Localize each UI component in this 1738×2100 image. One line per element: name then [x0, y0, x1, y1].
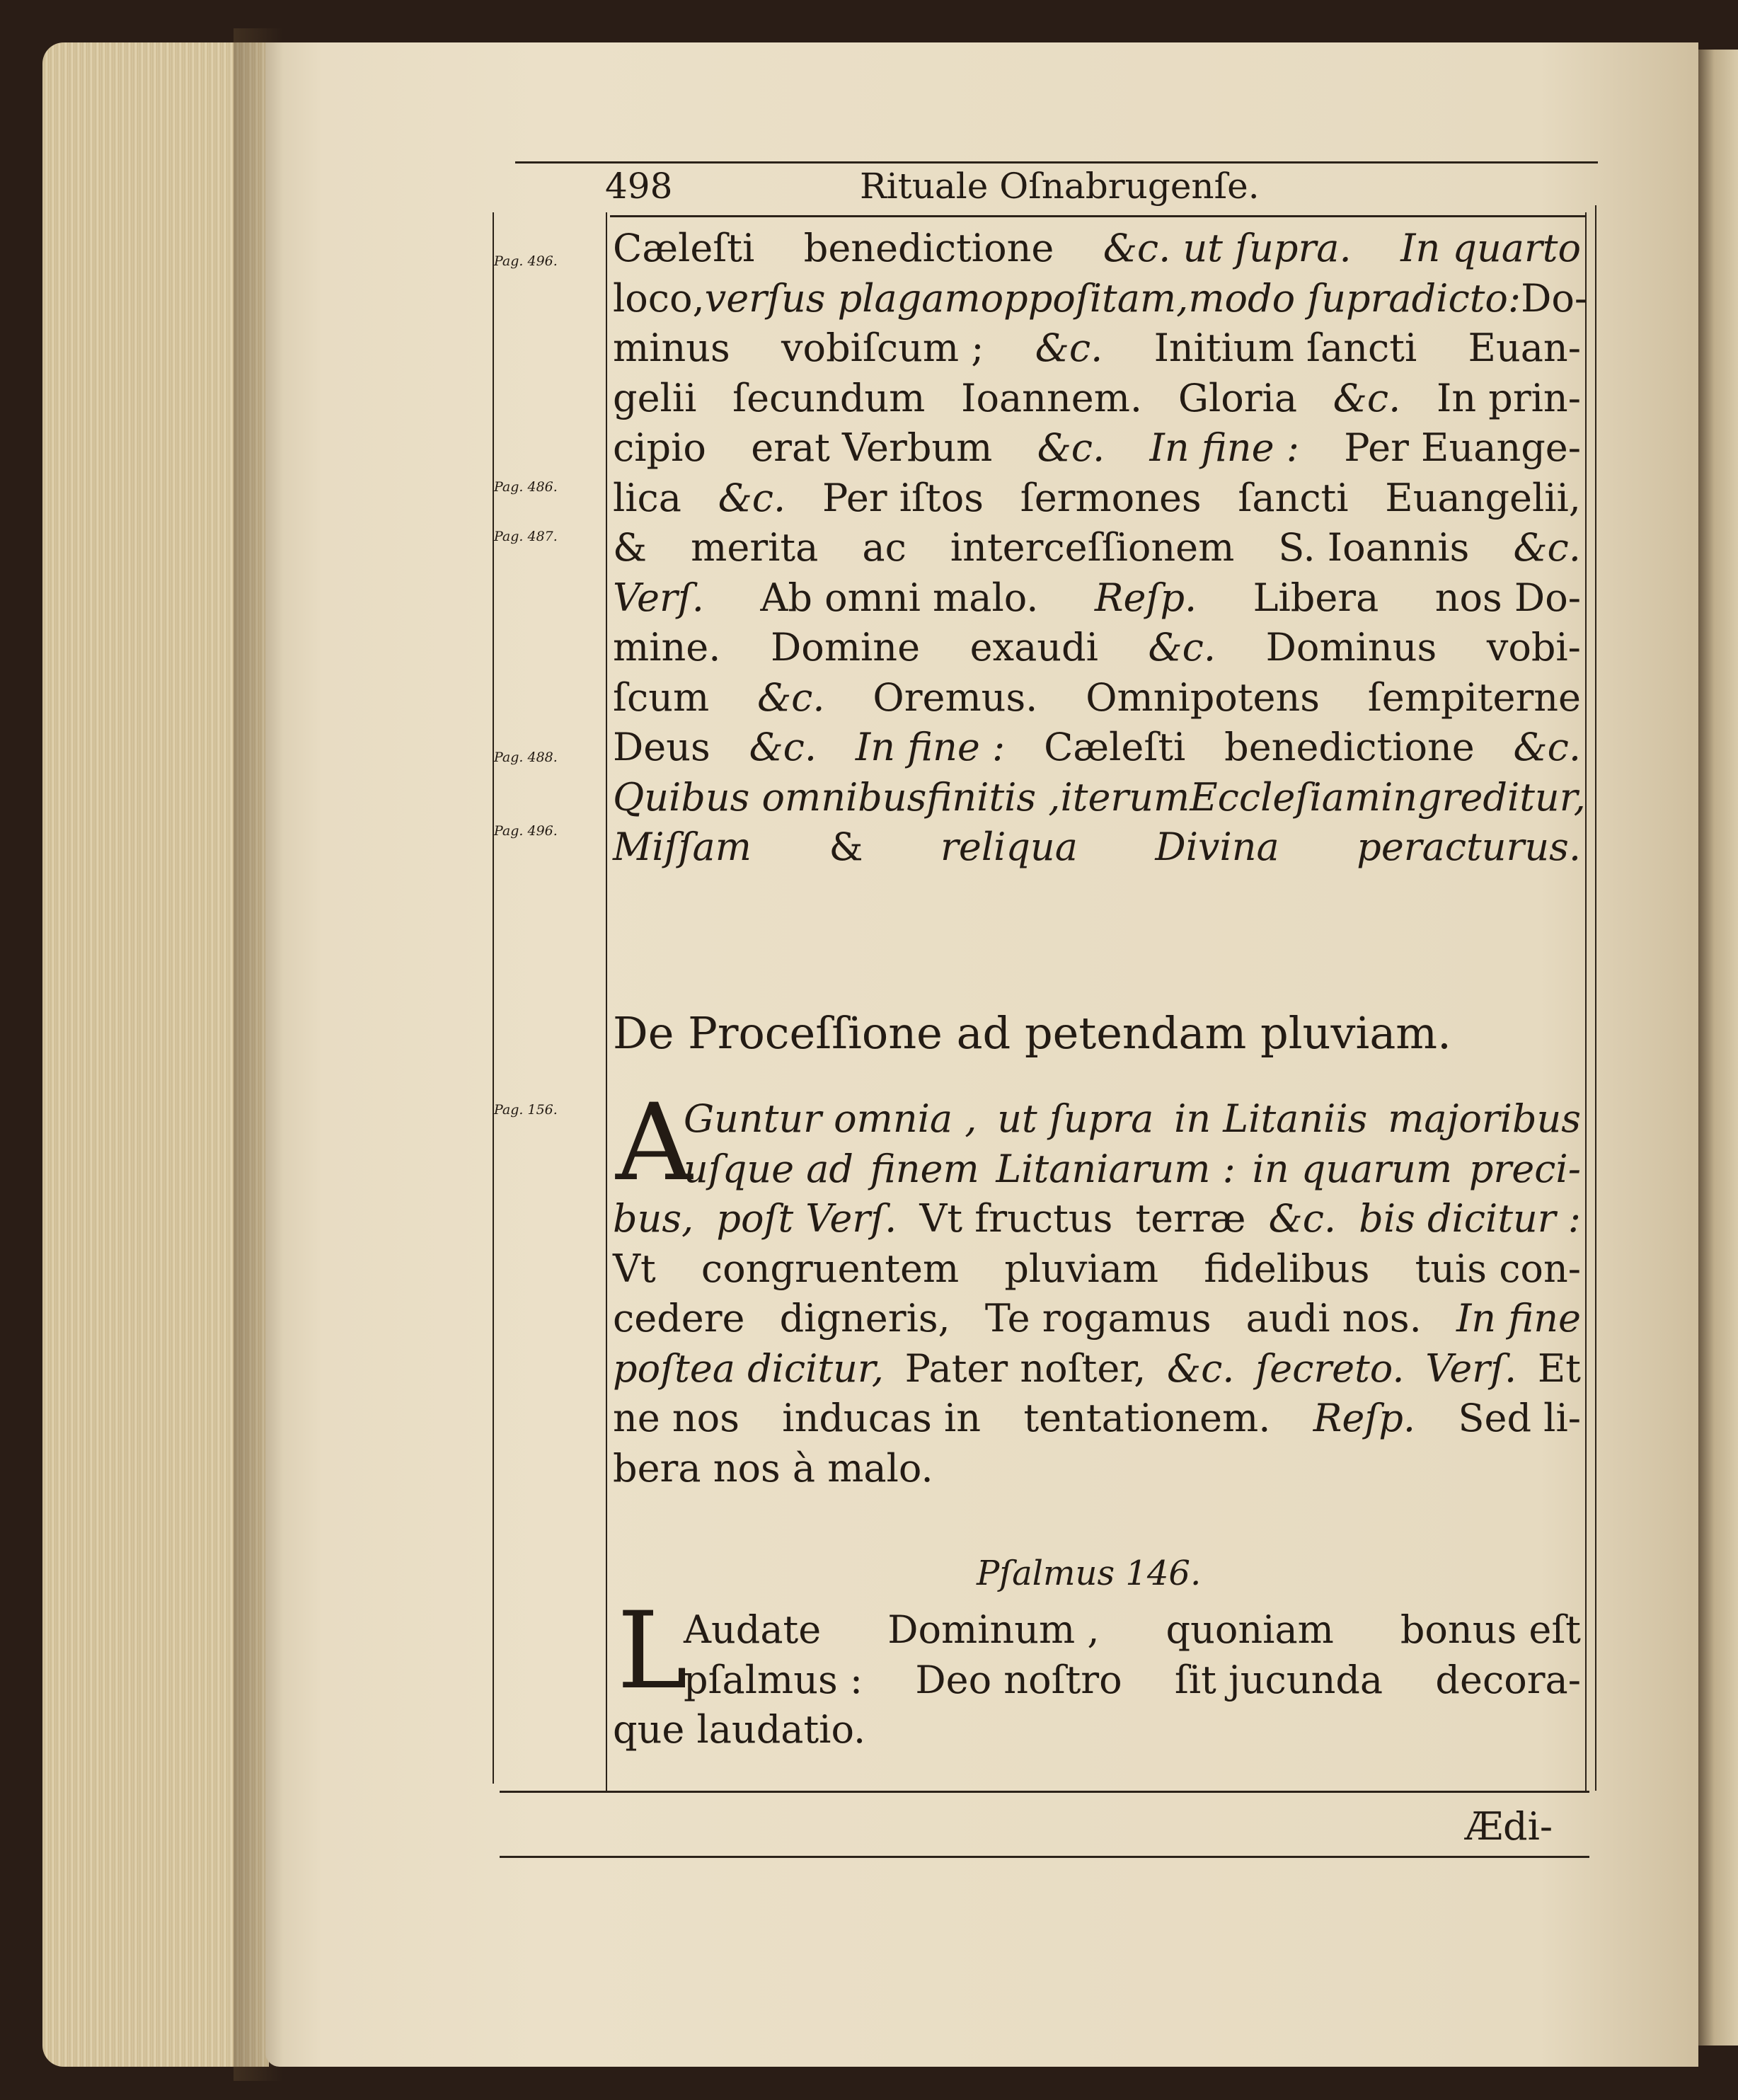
word: audi nos.: [1245, 1296, 1422, 1341]
text-line: [613, 1295, 1581, 1342]
word: iterum: [1060, 774, 1190, 820]
word: In prin-: [1437, 375, 1581, 420]
text-line: [684, 1657, 1581, 1704]
word: cipio: [613, 425, 706, 470]
text-line: [613, 575, 1581, 621]
word: minus: [613, 326, 730, 370]
word: finem: [870, 1146, 979, 1191]
gutter-shadow: [234, 28, 283, 2081]
word: finitis ,: [926, 774, 1061, 820]
word: gelii: [613, 375, 697, 420]
word: Oremus.: [873, 675, 1038, 720]
text-line: [613, 325, 1581, 372]
word: Domine: [771, 625, 921, 670]
word: benedictione: [803, 226, 1054, 270]
margin-note: Pag. 488.: [494, 750, 558, 765]
word: peracturus.: [1357, 825, 1581, 869]
word: ut ſupra: [997, 1096, 1154, 1141]
word: loco,: [613, 275, 705, 321]
word: Deo noſtro: [915, 1657, 1122, 1702]
text-line: [613, 1346, 1581, 1392]
left-outer-rule: [493, 212, 494, 1784]
word: &c.: [1035, 326, 1103, 370]
margin-note: Pag. 486.: [494, 479, 558, 495]
word: reliqua: [940, 825, 1078, 869]
word: &: [829, 825, 863, 869]
running-title: Rituale Oſnabrugenſe.: [860, 166, 1260, 207]
word: ingreditur,: [1381, 774, 1586, 820]
word: tuis con-: [1415, 1246, 1581, 1291]
word: &c.: [1333, 375, 1401, 420]
word: vobi-: [1486, 625, 1581, 670]
text-line: [613, 675, 1581, 721]
word: pſalmus :: [684, 1657, 863, 1702]
text-line: [613, 1195, 1581, 1242]
text-line: [613, 275, 1588, 322]
margin-note: Pag. 487.: [494, 529, 558, 544]
text-line: [613, 774, 1586, 821]
word: Pater noſter,: [904, 1346, 1146, 1391]
word: Ioannem.: [961, 375, 1143, 420]
word: tentationem.: [1023, 1396, 1271, 1440]
column-rule-right: [1585, 212, 1587, 1791]
word: Libera: [1253, 575, 1379, 620]
margin-note: Pag. 496.: [494, 253, 558, 269]
word: ſempiterne: [1367, 675, 1581, 720]
bottom-rule: [500, 1791, 1589, 1793]
word: Divina: [1155, 825, 1279, 869]
word: Reſp.: [1313, 1396, 1416, 1440]
word: mine.: [613, 625, 721, 670]
word: Cæleſti: [1044, 725, 1186, 769]
word: &c. ut ſupra.: [1103, 226, 1352, 270]
word: benedictione: [1224, 725, 1475, 769]
page-number: 498: [605, 166, 673, 207]
word: interceſſionem: [950, 525, 1235, 570]
word: modo ſupradicto:: [1188, 275, 1521, 321]
text-line: [613, 1246, 1581, 1292]
text-line: [613, 225, 1581, 272]
right-outer-rule: [1595, 205, 1596, 1791]
word: ſcum: [613, 675, 710, 720]
word: inducas in: [782, 1396, 982, 1440]
word: Euangelii,: [1385, 475, 1581, 520]
word: Per iſtos: [822, 475, 984, 520]
word: &c.: [1513, 725, 1581, 769]
word: &c.: [1513, 525, 1581, 570]
word: lica: [613, 475, 681, 520]
word: Per Euange-: [1344, 425, 1581, 470]
word: decora-: [1435, 1657, 1581, 1702]
word: bis dicitur :: [1359, 1196, 1581, 1241]
margin-note: Pag. 496.: [494, 823, 558, 839]
word: bus,: [613, 1196, 694, 1241]
word: exaudi: [969, 625, 1098, 670]
word: oppoſitam,: [980, 275, 1189, 321]
word: Cæleſti: [613, 226, 755, 270]
word: uſque ad: [684, 1146, 853, 1191]
text-line: [684, 1146, 1581, 1193]
word: ſecreto.: [1255, 1346, 1405, 1391]
header-rule: [610, 215, 1587, 217]
word: &c.: [1148, 625, 1216, 670]
word: Reſp.: [1094, 575, 1197, 620]
word: nos Do-: [1434, 575, 1581, 620]
catchword: Ædi-: [1465, 1804, 1553, 1849]
text-line: [613, 524, 1581, 571]
text-line: [613, 824, 1581, 871]
text-line: [613, 425, 1581, 471]
word: Miſſam: [613, 825, 752, 869]
word: &: [613, 525, 648, 570]
text-line: [613, 624, 1581, 671]
word: Litaniarum :: [996, 1146, 1236, 1191]
word: ac: [862, 525, 907, 570]
word: quoniam: [1166, 1607, 1334, 1652]
word: Guntur omnia ,: [684, 1096, 977, 1141]
footer-rule: [500, 1856, 1589, 1858]
text-line: [613, 375, 1581, 422]
margin-note: Pag. 156.: [494, 1102, 558, 1118]
word: &c.: [757, 675, 825, 720]
word: &c.: [1037, 425, 1105, 470]
word: &c.: [749, 725, 817, 769]
word: erat Verbum: [751, 425, 993, 470]
word: que laudatio.: [613, 1707, 866, 1752]
word: fidelibus: [1204, 1246, 1370, 1291]
word: S. Ioannis: [1278, 525, 1470, 570]
word: Vt: [613, 1246, 656, 1291]
word: In fine: [1456, 1296, 1581, 1341]
word: In quarto: [1400, 226, 1581, 270]
running-head: [605, 161, 1589, 211]
word: Te rogamus: [984, 1296, 1212, 1341]
text-line: [684, 1607, 1581, 1653]
word: cedere: [613, 1296, 745, 1341]
word: Ab omni malo.: [760, 575, 1039, 620]
word: ſancti: [1238, 475, 1349, 520]
text-line: [613, 1445, 1581, 1492]
word: pluviam: [1004, 1246, 1159, 1291]
word: bonus eſt: [1400, 1607, 1581, 1652]
word: Omnipotens: [1086, 675, 1320, 720]
text-line: [613, 1706, 1581, 1753]
word: Euan-: [1468, 326, 1581, 370]
word: congruentem: [701, 1246, 960, 1291]
word: majoribus: [1388, 1096, 1581, 1141]
facing-page-edge: [1698, 50, 1738, 2046]
word: poſtea dicitur,: [613, 1346, 884, 1391]
word: Verſ.: [1425, 1346, 1517, 1391]
word: Et: [1537, 1346, 1581, 1391]
word: In fine :: [855, 725, 1006, 769]
word: Quibus omnibus: [613, 774, 927, 820]
word: ne nos: [613, 1396, 739, 1440]
word: digneris,: [779, 1296, 950, 1341]
word: in quarum: [1252, 1146, 1453, 1191]
word: &c.: [1268, 1196, 1337, 1241]
text-line: [684, 1096, 1581, 1142]
word: poſt Verſ.: [716, 1196, 897, 1241]
word: In fine :: [1149, 425, 1299, 470]
word: Do-: [1521, 275, 1588, 321]
section-title: De Proceſſione ad petendam pluviam.: [613, 1007, 1451, 1059]
word: Dominum ,: [887, 1607, 1100, 1652]
word: in Litaniis: [1174, 1096, 1368, 1141]
word: verſus plagam: [704, 275, 981, 321]
word: merita: [691, 525, 819, 570]
word: Dominus: [1265, 625, 1437, 670]
psalm-title: Pſalmus 146.: [977, 1554, 1202, 1593]
word: Verſ.: [613, 575, 704, 620]
word: Initium ſancti: [1153, 326, 1417, 370]
text-line: [613, 475, 1581, 522]
word: Sed li-: [1458, 1396, 1581, 1440]
word: vobiſcum ;: [781, 326, 984, 370]
word: Gloria: [1178, 375, 1298, 420]
word: preci-: [1468, 1146, 1581, 1191]
word: ſecundum: [732, 375, 926, 420]
word: ſit jucunda: [1174, 1657, 1383, 1702]
column-rule-left: [606, 212, 607, 1791]
word: &c.: [1167, 1346, 1235, 1391]
word: Vt fructus: [919, 1196, 1113, 1241]
word: terræ: [1135, 1196, 1246, 1241]
drop-cap-l: L: [617, 1590, 688, 1713]
text-line: [613, 1395, 1581, 1442]
word: ſermones: [1020, 475, 1202, 520]
word: Deus: [613, 725, 710, 769]
word: &c.: [718, 475, 786, 520]
word: Eccleſiam: [1190, 774, 1381, 820]
drop-cap-a: A: [616, 1081, 693, 1205]
word: Audate: [684, 1607, 822, 1652]
text-line: [613, 724, 1581, 771]
word: bera nos à malo.: [613, 1445, 933, 1491]
